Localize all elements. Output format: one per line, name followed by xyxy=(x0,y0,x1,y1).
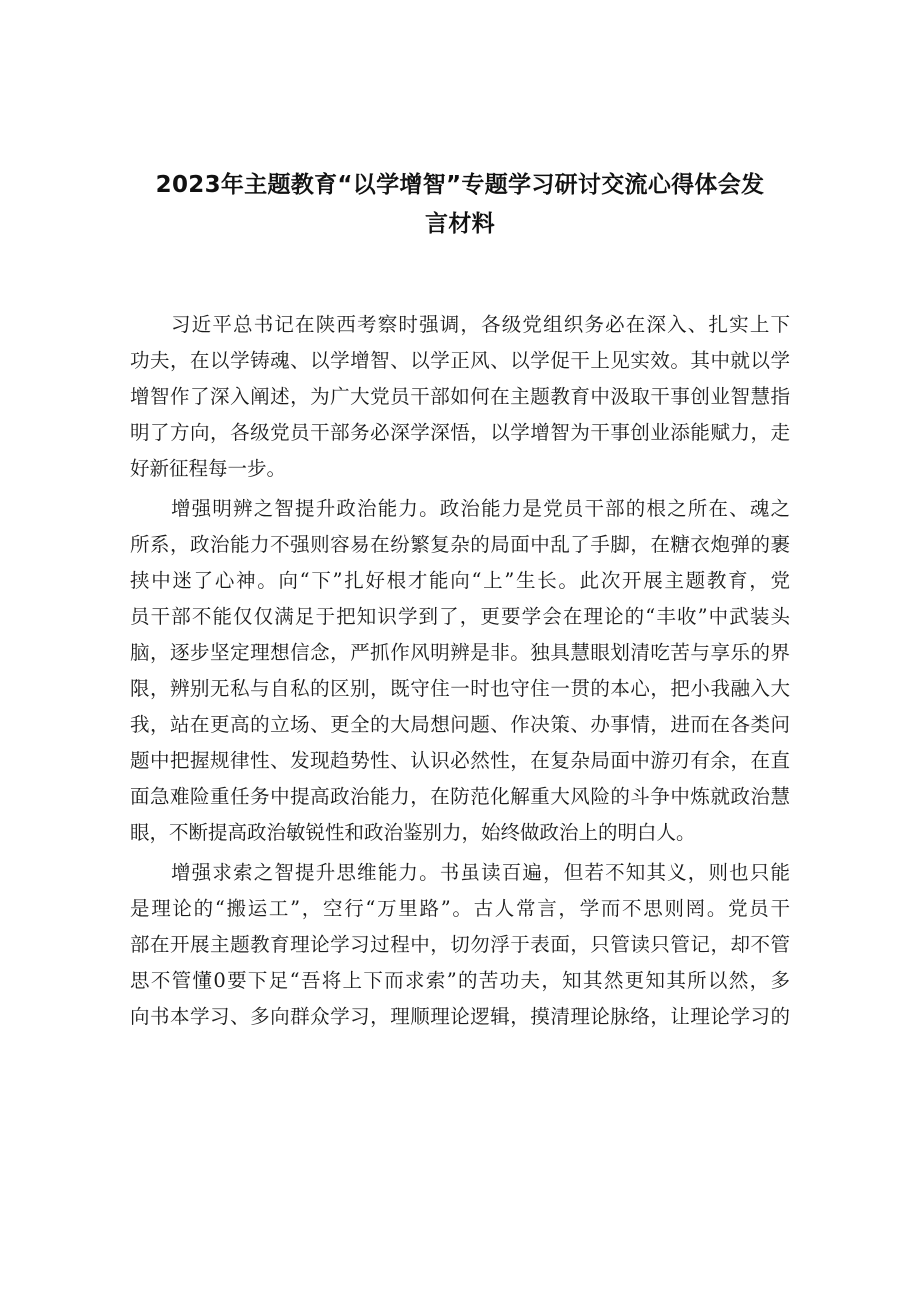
paragraph-line: 好新征程每一步。 xyxy=(130,457,287,480)
paragraph-line: 向书本学习、多向群众学习，理顺理论逻辑，摸清理论脉络，让理论学习的 xyxy=(130,1005,790,1028)
paragraph-line: 限，辨别无私与自私的区别，既守住一时也守住一贯的本心，把小我融入大 xyxy=(130,677,790,700)
paragraph-line: 题中把握规律性、发现趋势性、认识必然性，在复杂局面中游刃有余，在直 xyxy=(130,749,790,772)
paragraph-line: 增强求索之智提升思维能力。书虽读百遍，但若不知其义，则也只能 xyxy=(171,861,790,884)
paragraph-line: 习近平总书记在陕西考察时强调，各级党组织务必在深入、扎实上下 xyxy=(171,313,790,336)
paragraph-line: 增智作了深入阐述，为广大党员干部如何在主题教育中汲取干事创业智慧指 xyxy=(130,385,790,408)
paragraph-line: 我，站在更高的立场、更全的大局想问题、作决策、办事情，进而在各类问 xyxy=(130,713,790,736)
paragraph-line: 是理论的“搬运工”，空行“万里路”。古人常言，学而不思则罔。党员干 xyxy=(130,897,790,920)
title-line: 言材料 xyxy=(425,211,495,237)
paragraph-line: 思不管懂0要下足“吾将上下而求索”的苦功夫，知其然更知其所以然，多 xyxy=(130,969,790,992)
paragraph-line: 脑，逐步坚定理想信念，严抓作风明辨是非。独具慧眼划清吃苦与享乐的界 xyxy=(130,641,790,664)
paragraph-thinking-ability xyxy=(130,855,790,1035)
paragraph-line: 员干部不能仅仅满足于把知识学到了，更要学会在理论的“丰收”中武装头 xyxy=(130,605,790,628)
paragraph-line: 明了方向，各级党员干部务必深学深悟，以学增智为干事创业添能赋力，走 xyxy=(130,421,790,444)
paragraph-line: 部在开展主题教育理论学习过程中，切勿浮于表面，只管读只管记，却不管 xyxy=(130,933,790,956)
paragraph-line: 功夫，在以学铸魂、以学增智、以学正风、以学促干上见实效。其中就以学 xyxy=(130,349,790,372)
title-line: 2023年主题教育“以学增智”专题学习研讨交流心得体会发 xyxy=(155,172,765,198)
document-body xyxy=(130,307,790,1039)
paragraph-line: 挟中迷了心神。向“下”扎好根才能向“上”生长。此次开展主题教育，党 xyxy=(130,569,790,592)
paragraph-line: 面急难险重任务中提高政治能力，在防范化解重大风险的斗争中炼就政治慧 xyxy=(130,785,790,808)
paragraph-line: 增强明辨之智提升政治能力。政治能力是党员干部的根之所在、魂之 xyxy=(171,497,790,520)
paragraph-line: 所系，政治能力不强则容易在纷繁复杂的局面中乱了手脚，在糖衣炮弹的裹 xyxy=(130,533,790,556)
paragraph-intro xyxy=(130,307,790,487)
document-title xyxy=(130,166,790,244)
paragraph-political-ability xyxy=(130,491,790,851)
paragraph-line: 眼，不断提高政治敏锐性和政治鉴别力，始终做政治上的明白人。 xyxy=(130,821,696,844)
